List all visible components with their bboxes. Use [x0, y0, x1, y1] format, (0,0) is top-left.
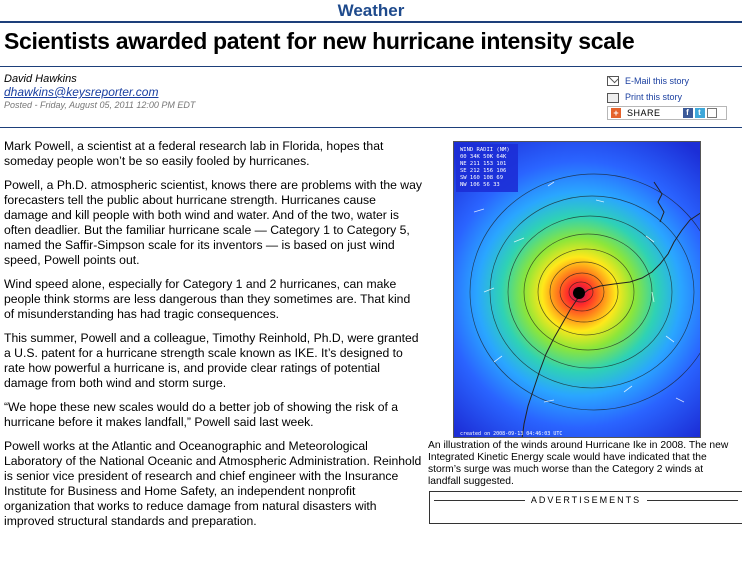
byline-rule	[0, 127, 742, 128]
mail-icon	[607, 76, 619, 86]
article-paragraph: Mark Powell, a scientist at a federal research lab in Florida, hopes that someday people won’t be so easily fooled by hurricanes.	[4, 139, 384, 168]
print-story-label[interactable]: Print this story	[625, 92, 683, 102]
legend-row: SW 160 108 69	[460, 175, 504, 181]
advertisements-box	[429, 491, 742, 524]
legend-row: NE 211 153 101	[460, 161, 507, 167]
twitter-icon[interactable]: t	[695, 108, 705, 118]
section-header	[0, 0, 742, 23]
story-tools	[607, 73, 727, 120]
article-paragraph: Powell works at the Atlantic and Oceanographic and Meteorological Laboratory of the National Oceanic and Atmospheric Administration. Reinhold is senior vice president of research and chief engineer with the Insurance Institute for Business and Home Safety, an independent nonprofit organization that works to reduce damage from natural disasters with improved structural standards and preparation.	[4, 439, 422, 528]
author-name: David Hawkins	[4, 73, 77, 85]
advertisements-label: ADVERTISEMENTS	[525, 495, 647, 505]
article-paragraph: This summer, Powell and a colleague, Timothy Reinhold, Ph.D, were granted a U.S. patent for a hurricane strength scale known as IKE. It’s designed to rate how powerful a hurricane is, and provide clear ratings of potential damage from both wind and storm surge.	[4, 331, 419, 390]
print-story-link[interactable]	[607, 89, 727, 105]
email-story-link[interactable]	[607, 73, 727, 89]
figure-caption: An illustration of the winds around Hurricane Ike in 2008. The new Integrated Kinetic Energy scale would have indicated that the storm’s surge was much worse than the Category 2 winds at landfall suggested.	[428, 440, 729, 487]
share-plus-icon: +	[611, 108, 621, 118]
hurricane-wind-map	[453, 141, 701, 438]
article-paragraph: Wind speed alone, especially for Category 1 and 2 hurricanes, can make people think storms are less dangerous than they sometimes are. That kind of misunderstanding has had tragic consequences.	[4, 277, 411, 321]
section-rule	[0, 21, 742, 23]
author-email-link[interactable]: dhawkins@keysreporter.com	[4, 85, 159, 99]
byline	[4, 73, 195, 112]
section-title[interactable]: Weather	[337, 1, 405, 20]
headline-rule	[0, 66, 742, 67]
article-paragraph: Powell, a Ph.D. atmospheric scientist, knows there are problems with the way forecasters tell the public about hurricane strength. Hurricanes cause damage and kill people with both wind and water. And of the two, water is often deadlier. But the familiar hurricane scale — Category 1 to Category 5, named the Saffir-Simpson scale for its inventors — is based on just wind speed, Powell points out.	[4, 178, 422, 267]
email-share-icon[interactable]	[707, 108, 717, 118]
legend-row: SE 212 156 106	[460, 168, 507, 174]
facebook-icon[interactable]: f	[683, 108, 693, 118]
print-icon	[607, 93, 619, 103]
wind-field-graphic	[454, 142, 701, 438]
email-story-label[interactable]: E-Mail this story	[625, 76, 690, 86]
map-footer: created on 2008-09-13 04:46:03 UTC	[460, 431, 563, 437]
share-button[interactable]	[607, 106, 727, 120]
share-label: SHARE	[627, 108, 661, 118]
legend-row: NW 106 56 33	[460, 182, 500, 188]
legend-header: 00 34K 50K 64K	[460, 154, 507, 160]
ads-label-wrap	[430, 495, 742, 505]
article-paragraph: “We hope these new scales would do a better job of showing the risk of a hurricane before it makes landfall,” Powell said last week.	[4, 400, 399, 429]
article-body	[4, 139, 422, 538]
storm-center	[573, 287, 585, 299]
article-headline: Scientists awarded patent for new hurricane intensity scale	[4, 28, 635, 54]
posted-date: Posted - Friday, August 05, 2011 12:00 PM EDT	[4, 100, 196, 110]
legend-title: WIND RADII (NM)	[460, 147, 510, 153]
